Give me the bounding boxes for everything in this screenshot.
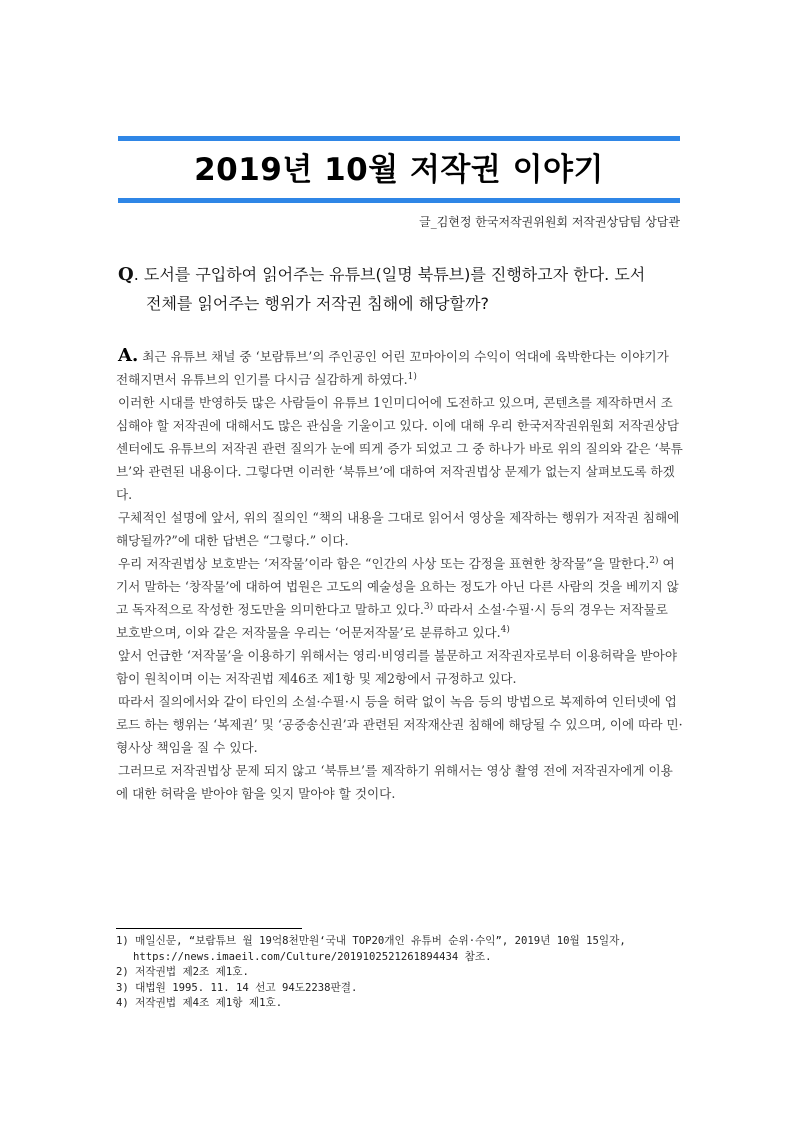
footnote-1: 1) 매일신문, “보람튜브 월 19억8천만원‘국내 TOP20개인 유튜버 순위·수익”, 2019년 10월 15일자, <box>116 935 626 947</box>
footnote-4: 4) 저작권법 제4조 제1항 제1호. <box>116 997 283 1009</box>
answer-paragraph-6: 따라서 질의에서와 같이 타인의 소설·수필·시 등을 허락 없이 녹음 등의 방법으로 복제하여 인터넷에 업로드 하는 행위는 ‘복제권’ 및 ‘공중송신권’과 관련된 저작재산권 침해에 해당될 수 있으며, 이에 따라 민·형사상 책임을 질 수 있다. <box>116 694 683 755</box>
answer-paragraph-5: 앞서 언급한 ‘저작물’을 이용하기 위해서는 영리·비영리를 불문하고 저작권자로부터 이용허락을 받아야 함이 원칙이며 이는 저작권법 제46조 제1항 및 제2항에서 규정하고 있다. <box>116 648 677 686</box>
answer-paragraph-3: 구체적인 설명에 앞서, 위의 질의인 “책의 내용을 그대로 읽어서 영상을 제작하는 행위가 저작권 침해에 해당될까?”에 대한 답변은 “그렇다.” 이다. <box>116 510 680 548</box>
footnote-ref-1: 1) <box>407 371 417 382</box>
answer-paragraph-7: 그러므로 저작권법상 문제 되지 않고 ‘북튜브’를 제작하기 위해서는 영상 촬영 전에 저작권자에게 이용에 대한 허락을 받아야 함을 잊지 말아야 할 것이다. <box>116 763 673 801</box>
footnote-3: 3) 대법원 1995. 11. 14 선고 94도2238판결. <box>116 981 358 994</box>
answer-body <box>116 344 684 805</box>
page-title: 2019년 10월 저작권 이야기 <box>194 152 604 188</box>
footnote-ref-3: 3) <box>423 601 434 612</box>
footnote-ref-4: 4) <box>500 624 510 635</box>
footnotes <box>116 934 686 1012</box>
answer-paragraph-4 <box>116 552 684 644</box>
answer-text-4b: 여기서 말하는 ‘창작물’에 대하여 법원은 고도의 예술성을 요하는 정도가 아닌 다른 사람의 것을 베끼지 않고 독자적으로 작성한 정도만을 의미한다고 말하고 있다. <box>116 556 679 617</box>
footnote-separator <box>116 928 302 929</box>
author-byline: 글_김현정 한국저작권위원회 저작권상담팀 상담관 <box>419 215 680 229</box>
answer-paragraph-2: 이러한 시대를 반영하듯 많은 사람들이 유튜브 1인미디어에 도전하고 있으며, 콘텐츠를 제작하면서 조심해야 할 저작권에 대해서도 많은 관심을 기울이고 있다. 이에 대해 우리 한국저작권위원회 저작권상담센터에도 유튜브의 저작권 관련 질의가 눈에 띄게 증가 되었고 그 중 하나가 바로 위의 질의와 같은 ‘북튜브’와 관련된 내용이다. 그렇다면 이러한 ‘북튜브’에 대하여 저작권법상 문제가 없는지 살펴보도록 하겠다. <box>116 395 683 502</box>
answer-text-1: 최근 유튜브 채널 중 ‘보람튜브’의 주인공인 어린 꼬마아이의 수익이 억대에 육박한다는 이야기가 전해지면서 유튜브의 인기를 다시금 실감하게 하였다. <box>116 349 669 387</box>
answer-marker: A. <box>118 345 139 366</box>
question-line-2: 전체를 읽어주는 행위가 저작권 침해에 해당할까? <box>146 294 490 313</box>
answer-text-4a: 우리 저작권법상 보호받는 ‘저작물’이라 함은 “인간의 사상 또는 감정을 표현한 창작물”을 말한다. <box>118 556 650 571</box>
answer-paragraph-1 <box>116 344 684 391</box>
question-marker: Q <box>118 264 134 285</box>
title-bottom-rule <box>118 198 680 203</box>
answer-text-4c: 따라서 소설·수필·시 등의 경우는 저작물로 보호받으며, 이와 같은 저작물을 우리는 ‘어문저작물’로 분류하고 있다. <box>116 602 668 640</box>
question-block <box>118 260 684 318</box>
footnote-ref-2: 2) <box>649 555 659 566</box>
footnote-2: 2) 저작권법 제2조 제1호. <box>116 966 249 978</box>
footnote-1-url[interactable]: https://news.imaeil.com/Culture/2019102521261894434 참조. <box>133 950 492 963</box>
title-top-rule <box>118 136 680 141</box>
question-line-1: . 도서를 구입하여 읽어주는 유튜브(일명 북튜브)를 진행하고자 한다. 도서 <box>133 265 646 284</box>
